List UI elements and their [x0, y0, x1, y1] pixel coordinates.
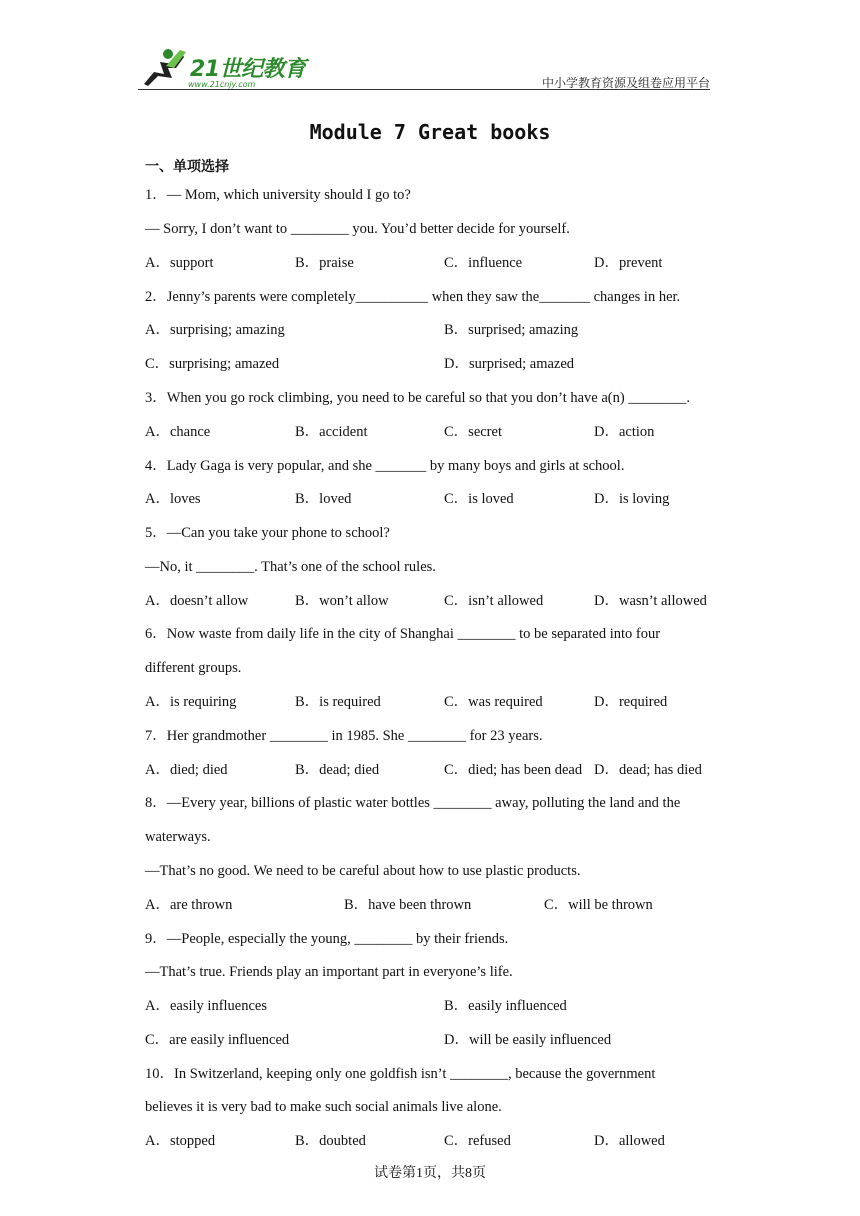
- q6-option-a: A．is requiring: [145, 694, 237, 710]
- q7-option-b: B．dead; died: [295, 762, 380, 778]
- q6-option-c: C．was required: [444, 694, 543, 710]
- q7-stem: 7．Her grandmother ________ in 1985. She ________ for 23 years.: [145, 728, 543, 744]
- q8-stem-3: —That’s no good. We need to be careful about how to use plastic products.: [145, 863, 581, 879]
- q4-option-d: D．is loving: [594, 491, 670, 507]
- q4-stem: 4．Lady Gaga is very popular, and she _______ by many boys and girls at school.: [145, 458, 625, 474]
- q6-stem-2: different groups.: [145, 660, 242, 676]
- q6-option-d: D．required: [594, 694, 668, 710]
- page-header: [138, 40, 710, 90]
- q10-stem-2: believes it is very bad to make such social animals live alone.: [145, 1099, 502, 1115]
- q10-option-d: D．allowed: [594, 1133, 665, 1149]
- q7-option-c: C．died; has been dead: [444, 762, 583, 778]
- logo-text: 21世纪教育: [190, 57, 306, 82]
- page-footer: 试卷第1页，共8页: [374, 1166, 486, 1181]
- q9-option-b: B．easily influenced: [444, 998, 567, 1014]
- q3-option-a: A．chance: [145, 424, 211, 440]
- q9-option-d: D．will be easily influenced: [444, 1032, 612, 1048]
- q10-option-a: A．stopped: [145, 1133, 216, 1149]
- q1-option-d: D．prevent: [594, 255, 663, 271]
- q2-option-a: A．surprising; amazing: [145, 322, 285, 338]
- q1-option-c: C．influence: [444, 255, 523, 271]
- q4-option-c: C．is loved: [444, 491, 514, 507]
- q4-option-a: A．loves: [145, 491, 201, 507]
- q8-stem-2: waterways.: [145, 829, 211, 845]
- q1-stem: 1．— Mom, which university should I go to?: [145, 187, 411, 203]
- q9-option-c: C．are easily influenced: [145, 1032, 290, 1048]
- q10-option-c: C．refused: [444, 1133, 511, 1149]
- q5-stem: 5．—Can you take your phone to school?: [145, 525, 390, 541]
- logo: [138, 44, 308, 88]
- q2-option-c: C．surprising; amazed: [145, 356, 280, 372]
- q6-stem: 6．Now waste from daily life in the city of Shanghai ________ to be separated into four: [145, 626, 661, 642]
- q10-stem: 10．In Switzerland, keeping only one goldfish isn’t ________, because the government: [145, 1066, 656, 1082]
- q8-option-b: B．have been thrown: [344, 897, 472, 913]
- platform-name: 中小学教育资源及组卷应用平台: [541, 76, 710, 90]
- q3-option-c: C．secret: [444, 424, 502, 440]
- q2-option-b: B．surprised; amazing: [444, 322, 579, 338]
- q9-stem: 9．—People, especially the young, ________ by their friends.: [145, 931, 509, 947]
- q5-option-a: A．doesn’t allow: [145, 593, 249, 609]
- page-title: Module 7 Great books: [309, 120, 551, 144]
- q1-option-b: B．praise: [295, 255, 354, 271]
- q1-option-a: A．support: [145, 255, 214, 271]
- q8-option-a: A．are thrown: [145, 897, 233, 913]
- q5-stem-2: —No, it ________. That’s one of the school rules.: [145, 559, 436, 575]
- q7-option-a: A．died; died: [145, 762, 228, 778]
- runner-logo-icon: [138, 48, 188, 88]
- q2-stem: 2．Jenny’s parents were completely__________ when they saw the_______ changes in her.: [145, 289, 681, 305]
- q5-option-b: B．won’t allow: [295, 593, 389, 609]
- q9-stem-2: —That’s true. Friends play an important part in everyone’s life.: [145, 964, 513, 980]
- q3-stem: 3．When you go rock climbing, you need to be careful so that you don’t have a(n) ________.: [145, 390, 690, 406]
- header-divider: [138, 89, 710, 90]
- q2-option-d: D．surprised; amazed: [444, 356, 575, 372]
- q1-stem-2: — Sorry, I don’t want to ________ you. You’d better decide for yourself.: [145, 221, 570, 237]
- q5-option-c: C．isn’t allowed: [444, 593, 544, 609]
- logo-url: www.21cnjy.com: [188, 80, 256, 89]
- q3-option-b: B．accident: [295, 424, 368, 440]
- q10-option-b: B．doubted: [295, 1133, 366, 1149]
- q6-option-b: B．is required: [295, 694, 381, 710]
- q8-option-c: C．will be thrown: [544, 897, 653, 913]
- q3-option-d: D．action: [594, 424, 655, 440]
- q9-option-a: A．easily influences: [145, 998, 268, 1014]
- q4-option-b: B．loved: [295, 491, 352, 507]
- q8-stem: 8．—Every year, billions of plastic water bottles ________ away, polluting the land and the: [145, 795, 681, 811]
- q7-option-d: D．dead; has died: [594, 762, 702, 778]
- q5-option-d: D．wasn’t allowed: [594, 593, 707, 609]
- section-heading: 一、单项选择: [145, 159, 229, 175]
